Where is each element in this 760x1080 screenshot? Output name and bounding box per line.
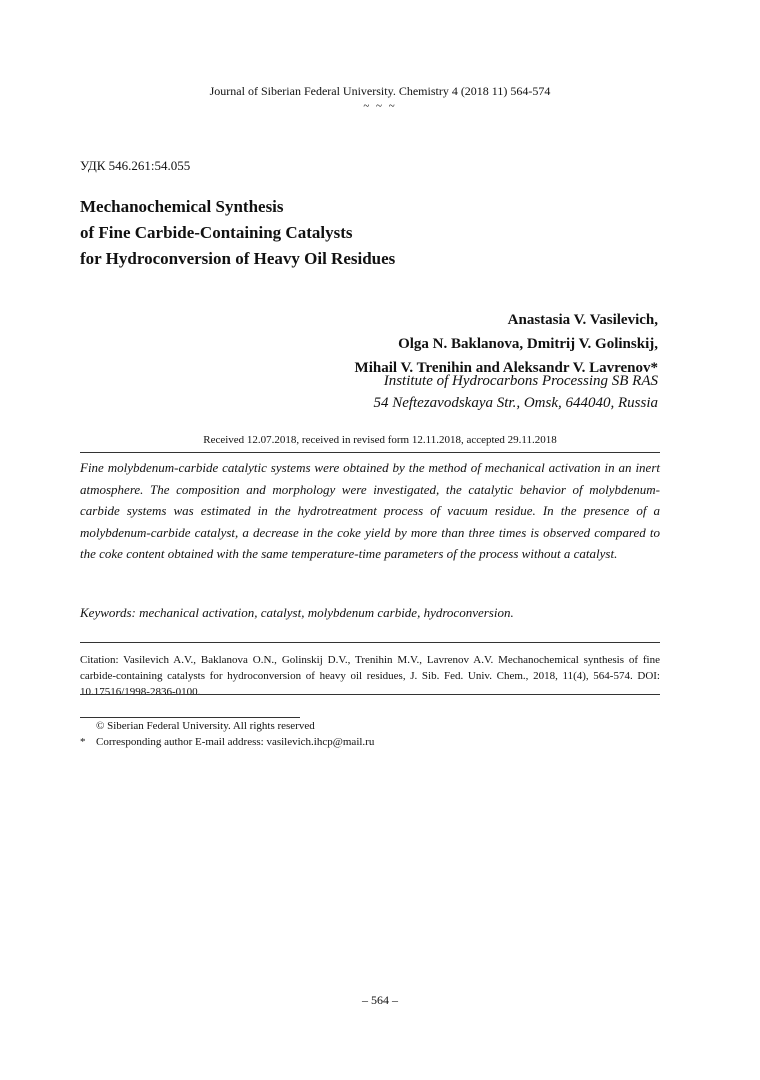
corresponding-author-note bbox=[80, 736, 374, 748]
footnote-mark: * bbox=[80, 736, 86, 748]
corresponding-text: Corresponding author E-mail address: vasilevich.ihcp@mail.ru bbox=[96, 736, 375, 748]
divider bbox=[80, 694, 660, 695]
footnote-divider bbox=[80, 717, 300, 718]
affiliation-line: Institute of Hydrocarbons Processing SB RAS bbox=[383, 373, 658, 389]
author-line: Mihail V. Trenihin and Aleksandr V. Lavrenov* bbox=[354, 360, 658, 376]
title-line: for Hydroconversion of Heavy Oil Residues bbox=[80, 249, 396, 268]
header-separator: ~ ~ ~ bbox=[363, 100, 397, 112]
keywords: Keywords: mechanical activation, catalyst, molybdenum carbide, hydroconversion. bbox=[80, 605, 514, 620]
divider bbox=[80, 642, 660, 643]
journal-header: Journal of Siberian Federal University. Chemistry 4 (2018 11) 564-574 bbox=[209, 84, 551, 98]
author-line: Anastasia V. Vasilevich, bbox=[507, 312, 658, 328]
citation: Citation: Vasilevich A.V., Baklanova O.N., Golinskij D.V., Trenihin M.V., Lavrenov A.V. Mechanochemical synthesis of fine carbide-containing catalysts for hydroconversion of heavy oil residues, J. Sib. Fed. Univ. Chem., 2018, 11(4), 564-574. DOI: 10.17516/1998-2836-0100. bbox=[80, 654, 660, 698]
author-line: Olga N. Baklanova, Dmitrij V. Golinskij, bbox=[398, 336, 658, 352]
affiliation-line: 54 Neftezavodskaya Str., Omsk, 644040, Russia bbox=[373, 395, 658, 411]
paper-title bbox=[80, 194, 640, 272]
title-line: of Fine Carbide-Containing Catalysts bbox=[80, 223, 353, 242]
abstract: Fine molybdenum-carbide catalytic systems were obtained by the method of mechanical activation in an inert atmosphere. The composition and morphology were investigated, the catalytic behavior of molybdenum-carbide systems was estimated in the hydrotreatment process of vacuum residue. In the presence of a molybdenum-carbide catalyst, a decrease in the coke yield by more than three times is observed compared to the coke content obtained with the same temperature-time parameters of the process without a catalyst. bbox=[80, 460, 660, 561]
affiliation bbox=[373, 370, 658, 414]
page-number: – 564 – bbox=[362, 993, 398, 1007]
title-line: Mechanochemical Synthesis bbox=[80, 197, 284, 216]
divider bbox=[80, 452, 660, 453]
received-dates: Received 12.07.2018, received in revised form 12.11.2018, accepted 29.11.2018 bbox=[203, 434, 557, 446]
copyright-note: © Siberian Federal University. All rights reserved bbox=[96, 720, 315, 732]
udk-code: УДК 546.261:54.055 bbox=[80, 158, 191, 173]
